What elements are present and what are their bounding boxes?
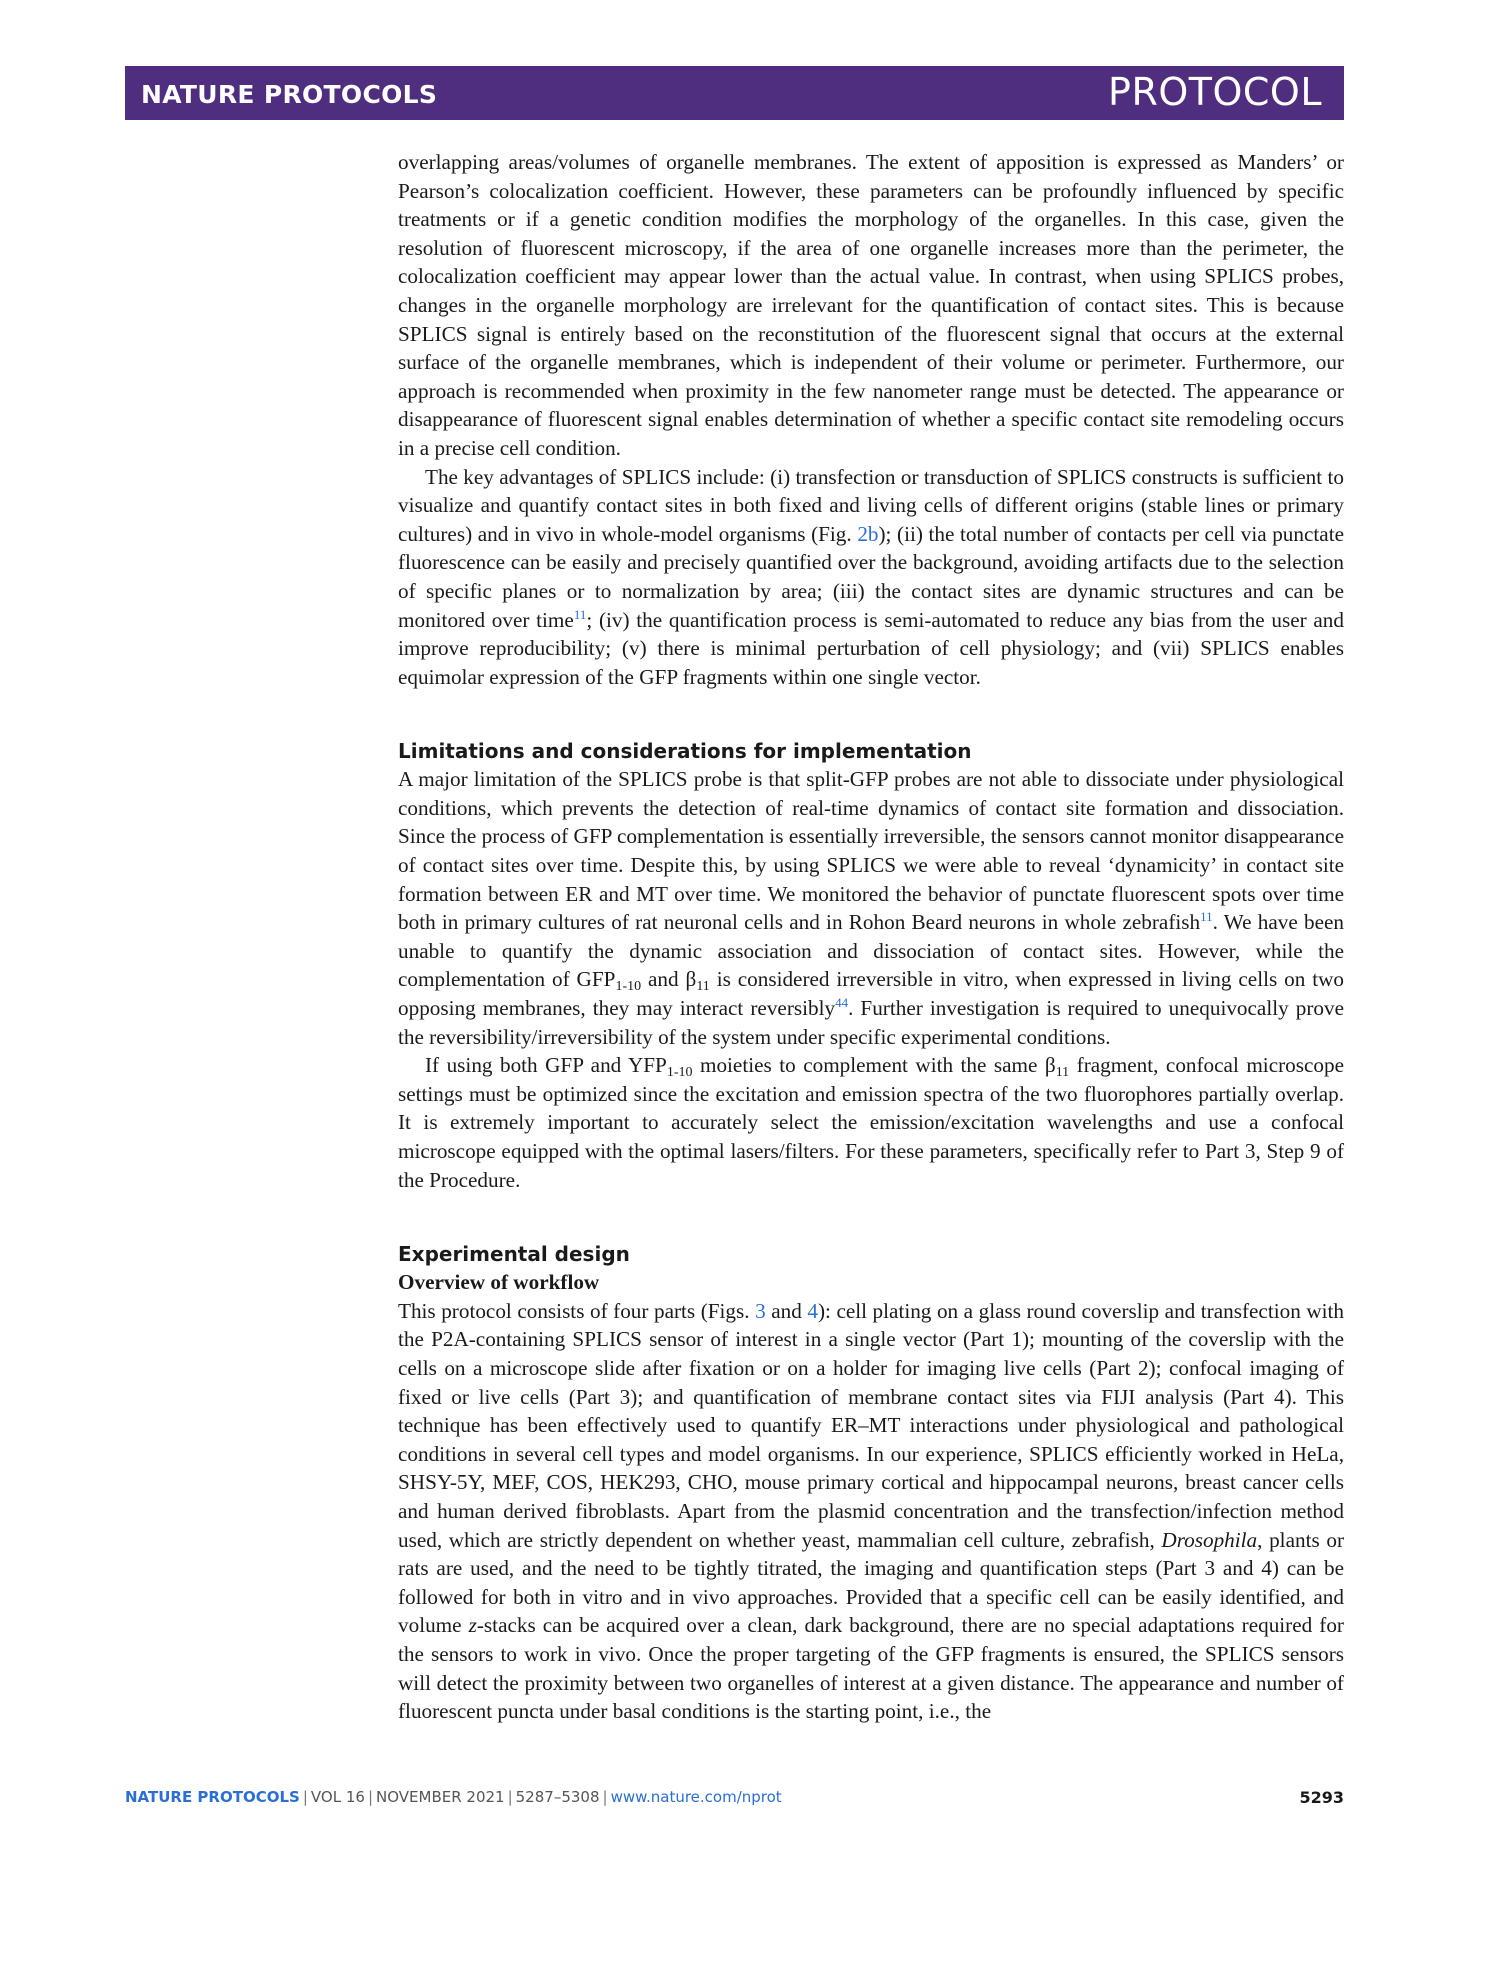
text-run: . We have been unable to quantify the dynamic association and dissociation of contact sites. However, while the complementation of GFP xyxy=(398,910,1344,992)
paragraph-advantages xyxy=(398,463,1344,692)
subscript: 1-10 xyxy=(666,1065,693,1081)
text-run: ; (iv) the quantification process is semi-automated to reduce any bias from the user and improve reproducibility; (v) there is minimal perturbation of cell physiology; and (vii) SPLICS enables equimolar expression of the GFP fragments within one single vector. xyxy=(398,607,1344,689)
figure-link-4[interactable]: 4 xyxy=(807,1298,818,1323)
text-run: This protocol consists of four parts (Figs. xyxy=(398,1298,756,1323)
text-run: is considered irreversible in vitro, when expressed in living cells on two opposing membranes, they may interact reversibly xyxy=(398,967,1345,1021)
footer-separator: | xyxy=(507,1788,513,1806)
text-run: moieties to complement with the same β xyxy=(692,1053,1056,1078)
footer-pages: 5287–5308 xyxy=(515,1788,600,1806)
text-run: fragment, confocal microscope settings must be optimized since the excitation and emission spectra of the two fluorophores partially overlap. It is extremely important to accurately select the emission/excitation wavelengths and use a confocal microscope equipped with the optimal lasers/filters. For these parameters, specifically refer to Part 3, Step 9 of the Procedure. xyxy=(398,1053,1344,1192)
text-run: and β xyxy=(641,967,697,992)
figure-link-2b[interactable]: 2b xyxy=(857,521,879,546)
footer-separator: | xyxy=(367,1788,373,1806)
header-bar xyxy=(125,66,1344,120)
article-type: PROTOCOL xyxy=(1108,70,1322,114)
body-text xyxy=(398,148,1344,1726)
footer-citation xyxy=(125,1788,782,1806)
text-run: If using both GFP and YFP xyxy=(425,1053,667,1078)
page-footer xyxy=(125,1788,1344,1812)
paragraph-limitations xyxy=(398,765,1344,1051)
text-run: ): cell plating on a glass round coverslip and transfection with the P2A-containing SPLICS sensor of interest in a single vector (Part 1); mounting of the coverslip with the cells on a microscope slide after fixation or on a holder for imaging live cells (Part 2); confocal imaging of fixed or live cells (Part 3); and quantification of membrane contact sites via FIJI analysis (Part 4). This technique has been effectively used to quantify ER–MT interactions under physiological and pathological conditions in several cell types and model organisms. In our experience, SPLICS efficiently worked in HeLa, SHSY-5Y, MEF, COS, HEK293, CHO, mouse primary cortical and hippocampal neurons, breast cancer cells and human derived fibroblasts. Apart from the plasmid concentration and the transfection/infection method used, which are strictly dependent on whether yeast, mammalian cell culture, zebrafish, xyxy=(398,1298,1345,1552)
text-run: The key advantages of SPLICS include: (i) transfection or transduction of SPLICS constructs is sufficient to visualize and quantify contact sites in both fixed and living cells of different origins (stable lines or primary cultures) and in vivo in whole-model organisms (Fig. xyxy=(398,464,1344,546)
reference-link-11[interactable]: 11 xyxy=(573,606,587,622)
footer-journal-name: NATURE PROTOCOLS xyxy=(125,1788,300,1806)
italic-term: Drosophila xyxy=(1161,1527,1258,1552)
subscript: 11 xyxy=(696,979,710,995)
italic-term: z xyxy=(468,1613,477,1638)
section-heading-experimental-design: Experimental design xyxy=(398,1242,630,1267)
text-run: . Further investigation is required to unequivocally prove the reversibility/irreversibility of the system under specific experimental conditions. xyxy=(398,996,1344,1049)
text-run: , plants or rats are used, and the need to be tightly titrated, the imaging and quantification steps (Part 3 and 4) can be followed for both in vitro and in vivo approaches. Provided that a specific cell can be easily identified, and volume xyxy=(398,1527,1344,1638)
text-run: ); (ii) the total number of contacts per cell via punctate fluorescence can be easily and precisely quantified over the background, avoiding artifacts due to the selection of specific planes or to normalization by area; (iii) the contact sites are dynamic structures and can be monitored over time xyxy=(398,521,1344,632)
footer-date: NOVEMBER 2021 xyxy=(376,1788,505,1806)
reference-link-11[interactable]: 11 xyxy=(1200,909,1213,925)
text-run: and xyxy=(765,1298,808,1323)
footer-separator: | xyxy=(302,1788,308,1806)
figure-link-3[interactable]: 3 xyxy=(755,1298,766,1323)
page-number: 5293 xyxy=(1299,1788,1344,1807)
journal-name: NATURE PROTOCOLS xyxy=(141,80,438,109)
footer-volume: VOL 16 xyxy=(310,1788,365,1806)
section-heading-limitations: Limitations and considerations for implementation xyxy=(398,739,972,764)
subsection-heading-overview: Overview of workflow xyxy=(398,1270,600,1295)
text-run: A major limitation of the SPLICS probe is that split-GFP probes are not able to dissociate under physiological conditions, which prevents the detection of real-time dynamics of contact site formation and dissociation. Since the process of GFP complementation is essentially irreversible, the sensors cannot monitor disappearance of contact sites over time. Despite this, by using SPLICS we were able to reveal ‘dynamicity’ in contact site formation between ER and MT over time. We monitored the behavior of punctate fluorescent spots over time both in primary cultures of rat neuronal cells and in Rohon Beard neurons in whole zebrafish xyxy=(398,767,1344,935)
subscript: 1-10 xyxy=(615,979,642,995)
paragraph-colocalization: overlapping areas/volumes of organelle membranes. The extent of apposition is expressed as Manders’ or Pearson’s colocalization coefficient. However, these parameters can be profoundly influenced by specific treatments or if a genetic condition modifies the morphology of the organelles. In this case, given the resolution of fluorescent microscopy, if the area of one organelle increases more than the perimeter, the colocalization coefficient may appear lower than the actual value. In contrast, when using SPLICS probes, changes in the organelle morphology are irrelevant for the quantification of contact sites. This is because SPLICS signal is entirely based on the reconstitution of the fluorescent signal that occurs at the external surface of the organelle membranes, which is independent of their volume or perimeter. Furthermore, our approach is recommended when proximity in the few nanometer range must be detected. The appearance or disappearance of fluorescent signal enables determination of whether a specific contact site remodeling occurs in a precise cell condition. xyxy=(398,150,1344,460)
subscript: 11 xyxy=(1055,1065,1070,1081)
footer-url-link[interactable]: www.nature.com/nprot xyxy=(610,1788,782,1806)
paragraph-yfp xyxy=(398,1051,1344,1194)
text-run: -stacks can be acquired over a clean, dark background, there are no special adaptations required for the sensors to work in vivo. Once the proper targeting of the GFP fragments is ensured, the SPLICS sensors will detect the proximity between two organelles of interest at a given distance. The appearance and number of fluorescent puncta under basal conditions is the starting point, i.e., the xyxy=(398,1613,1344,1724)
paragraph-workflow xyxy=(398,1297,1344,1726)
footer-separator: | xyxy=(602,1788,608,1806)
reference-link-44[interactable]: 44 xyxy=(835,995,849,1011)
